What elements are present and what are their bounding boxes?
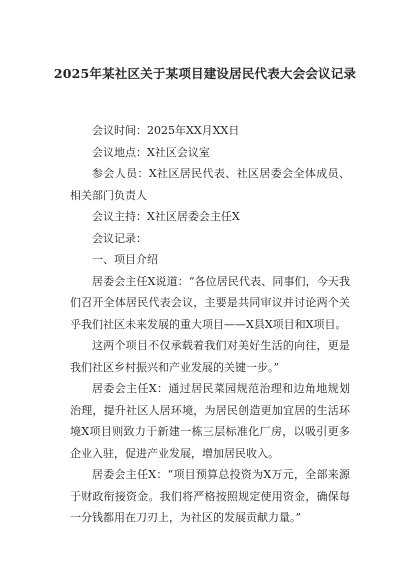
meeting-attendees: 参会人员：X社区居民代表、社区居委会全体成员、相关部门负责人 — [70, 167, 350, 202]
meeting-place: 会议地点：X社区会议室 — [92, 145, 210, 159]
paragraph-budget: 居委会主任X：“项目预算总投资为X万元，全部来源于财政衔接资金。我们将严格按照规定使用资金，确保每一分钱都用在刀刃上，为社区的发展贡献力量。” — [70, 468, 350, 524]
meeting-info — [70, 120, 350, 529]
meeting-host: 会议主持：X社区居委会主任X — [92, 210, 240, 223]
document-title: 2025年某社区关于某项目建设居民代表大会会议记录 — [53, 66, 357, 81]
records-label: 会议记录： — [92, 231, 147, 245]
meeting-time: 会议时间：2025年XX月XX日 — [92, 124, 240, 137]
paragraph-project-significance: 这两个项目不仅承载着我们对美好生活的向往，更是我们社区乡村振兴和产业发展的关键一步。” — [70, 339, 350, 374]
section-heading-project-intro: 一、项目介绍 — [92, 253, 158, 266]
paragraph-project-details: 居委会主任X：通过居民菜园规范治理和边角地规划治理，提升社区人居环境，为居民创造更加宜居的生活环境X项目则致力于新建一栋三层标准化厂房，以吸引更多企业入驻，促进产业发展，增加居民收入。 — [70, 382, 350, 460]
paragraph-opening-remarks: 居委会主任X说道：“各位居民代表、同事们，今天我们召开全体居民代表会议，主要是共同审议并讨论两个关乎我们社区未来发展的重大项目——X县X项目和X项目。 — [70, 274, 350, 331]
